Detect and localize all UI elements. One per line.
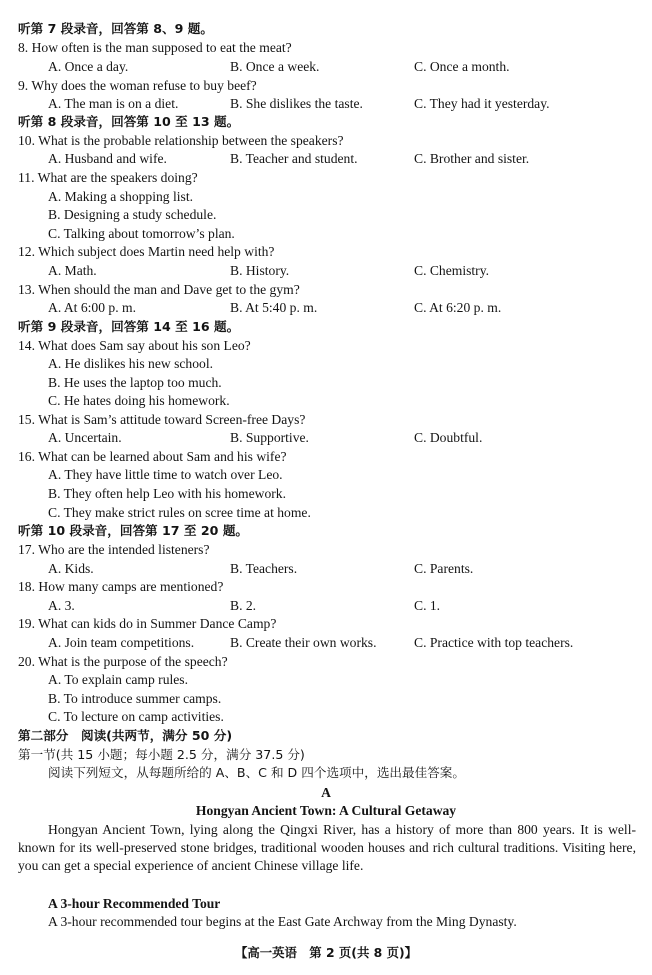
question-11-option-c: C. Talking about tomorrow’s plan. bbox=[48, 226, 235, 241]
section-head-10: 听第 10 段录音，回答第 17 至 20 题。 bbox=[18, 523, 249, 538]
question-11-stem: 11. What are the speakers doing? bbox=[18, 170, 198, 185]
question-16-stem: 16. What can be learned about Sam and his wife? bbox=[18, 449, 287, 464]
section-head-9: 听第 9 段录音，回答第 14 至 16 题。 bbox=[18, 319, 240, 334]
question-12-stem: 12. Which subject does Martin need help with? bbox=[18, 244, 275, 259]
question-14-option-b: B. He uses the laptop too much. bbox=[48, 375, 222, 390]
question-18-option-a: A. 3. bbox=[48, 598, 75, 613]
question-8-option-c: C. Once a month. bbox=[414, 59, 510, 74]
question-9-option-b: B. She dislikes the taste. bbox=[230, 96, 363, 111]
question-15-option-b: B. Supportive. bbox=[230, 430, 309, 445]
passage-letter: A bbox=[321, 785, 331, 800]
question-20-option-b: B. To introduce summer camps. bbox=[48, 691, 222, 706]
question-13-option-c: C. At 6:20 p. m. bbox=[414, 300, 502, 315]
section-head-7: 听第 7 段录音，回答第 8、9 题。 bbox=[18, 21, 213, 36]
question-17-option-a: A. Kids. bbox=[48, 561, 94, 576]
question-14-stem: 14. What does Sam say about his son Leo? bbox=[18, 338, 251, 353]
question-11-option-b: B. Designing a study schedule. bbox=[48, 207, 217, 222]
page-footer: 【高一英语 第 2 页(共 8 页)】 bbox=[234, 945, 418, 960]
question-9-stem: 9. Why does the woman refuse to buy beef? bbox=[18, 78, 257, 93]
question-19-option-a: A. Join team competitions. bbox=[48, 635, 195, 650]
part2-title: 第二部分 阅读(共两节，满分 50 分) bbox=[18, 728, 233, 743]
question-13-option-a: A. At 6:00 p. m. bbox=[48, 300, 136, 315]
question-19-stem: 19. What can kids do in Summer Dance Camp? bbox=[18, 616, 277, 631]
question-10-option-c: C. Brother and sister. bbox=[414, 151, 530, 166]
passage-paragraph-1: Hongyan Ancient Town, lying along the Qingxi River, has a history of more than 800 years. It is well-known for its well-preserved stone bridges, traditional wooden houses and rich cultural traditions. Visiting here, you can get a special experience of ancient Chinese village life. bbox=[18, 822, 636, 873]
question-8-stem: 8. How often is the man supposed to eat the meat? bbox=[18, 40, 292, 55]
question-20-option-c: C. To lecture on camp activities. bbox=[48, 709, 224, 724]
question-15-stem: 15. What is Sam’s attitude toward Screen-free Days? bbox=[18, 412, 306, 427]
question-9-option-c: C. They had it yesterday. bbox=[414, 96, 550, 111]
question-11-option-a: A. Making a shopping list. bbox=[48, 189, 193, 204]
question-12-option-b: B. History. bbox=[230, 263, 290, 278]
question-8-option-b: B. Once a week. bbox=[230, 59, 320, 74]
question-17-option-c: C. Parents. bbox=[414, 561, 474, 576]
question-16-option-b: B. They often help Leo with his homework. bbox=[48, 486, 286, 501]
section-head-8: 听第 8 段录音，回答第 10 至 13 题。 bbox=[18, 114, 240, 129]
passage-paragraph-2: A 3-hour recommended tour begins at the East Gate Archway from the Ming Dynasty. bbox=[48, 914, 517, 929]
question-18-option-c: C. 1. bbox=[414, 598, 441, 613]
question-19-option-c: C. Practice with top teachers. bbox=[414, 635, 574, 650]
part2-section1: 第一节(共 15 小题；每小题 2.5 分，满分 37.5 分) bbox=[18, 747, 305, 762]
question-17-stem: 17. Who are the intended listeners? bbox=[18, 542, 210, 557]
question-8-option-a: A. Once a day. bbox=[48, 59, 129, 74]
question-16-option-c: C. They make strict rules on scree time at home. bbox=[48, 505, 311, 520]
passage-title: Hongyan Ancient Town: A Cultural Getaway bbox=[195, 803, 457, 818]
question-12-option-c: C. Chemistry. bbox=[414, 263, 490, 278]
question-13-option-b: B. At 5:40 p. m. bbox=[230, 300, 318, 315]
question-10-option-a: A. Husband and wife. bbox=[48, 151, 167, 166]
part2-instruction: 阅读下列短文，从每题所给的 A、B、C 和 D 四个选项中，选出最佳答案。 bbox=[48, 765, 465, 780]
question-15-option-c: C. Doubtful. bbox=[414, 430, 483, 445]
question-19-option-b: B. Create their own works. bbox=[230, 635, 377, 650]
question-14-option-a: A. He dislikes his new school. bbox=[48, 356, 213, 371]
question-16-option-a: A. They have little time to watch over Leo. bbox=[48, 467, 283, 482]
question-18-stem: 18. How many camps are mentioned? bbox=[18, 579, 224, 594]
passage-subheading: A 3-hour Recommended Tour bbox=[48, 896, 221, 911]
question-17-option-b: B. Teachers. bbox=[230, 561, 298, 576]
question-10-option-b: B. Teacher and student. bbox=[230, 151, 358, 166]
question-13-stem: 13. When should the man and Dave get to the gym? bbox=[18, 282, 300, 297]
question-18-option-b: B. 2. bbox=[230, 598, 257, 613]
question-20-stem: 20. What is the purpose of the speech? bbox=[18, 654, 228, 669]
question-20-option-a: A. To explain camp rules. bbox=[48, 672, 188, 687]
question-15-option-a: A. Uncertain. bbox=[48, 430, 122, 445]
question-12-option-a: A. Math. bbox=[48, 263, 97, 278]
question-9-option-a: A. The man is on a diet. bbox=[48, 96, 179, 111]
question-10-stem: 10. What is the probable relationship between the speakers? bbox=[18, 133, 344, 148]
question-14-option-c: C. He hates doing his homework. bbox=[48, 393, 230, 408]
